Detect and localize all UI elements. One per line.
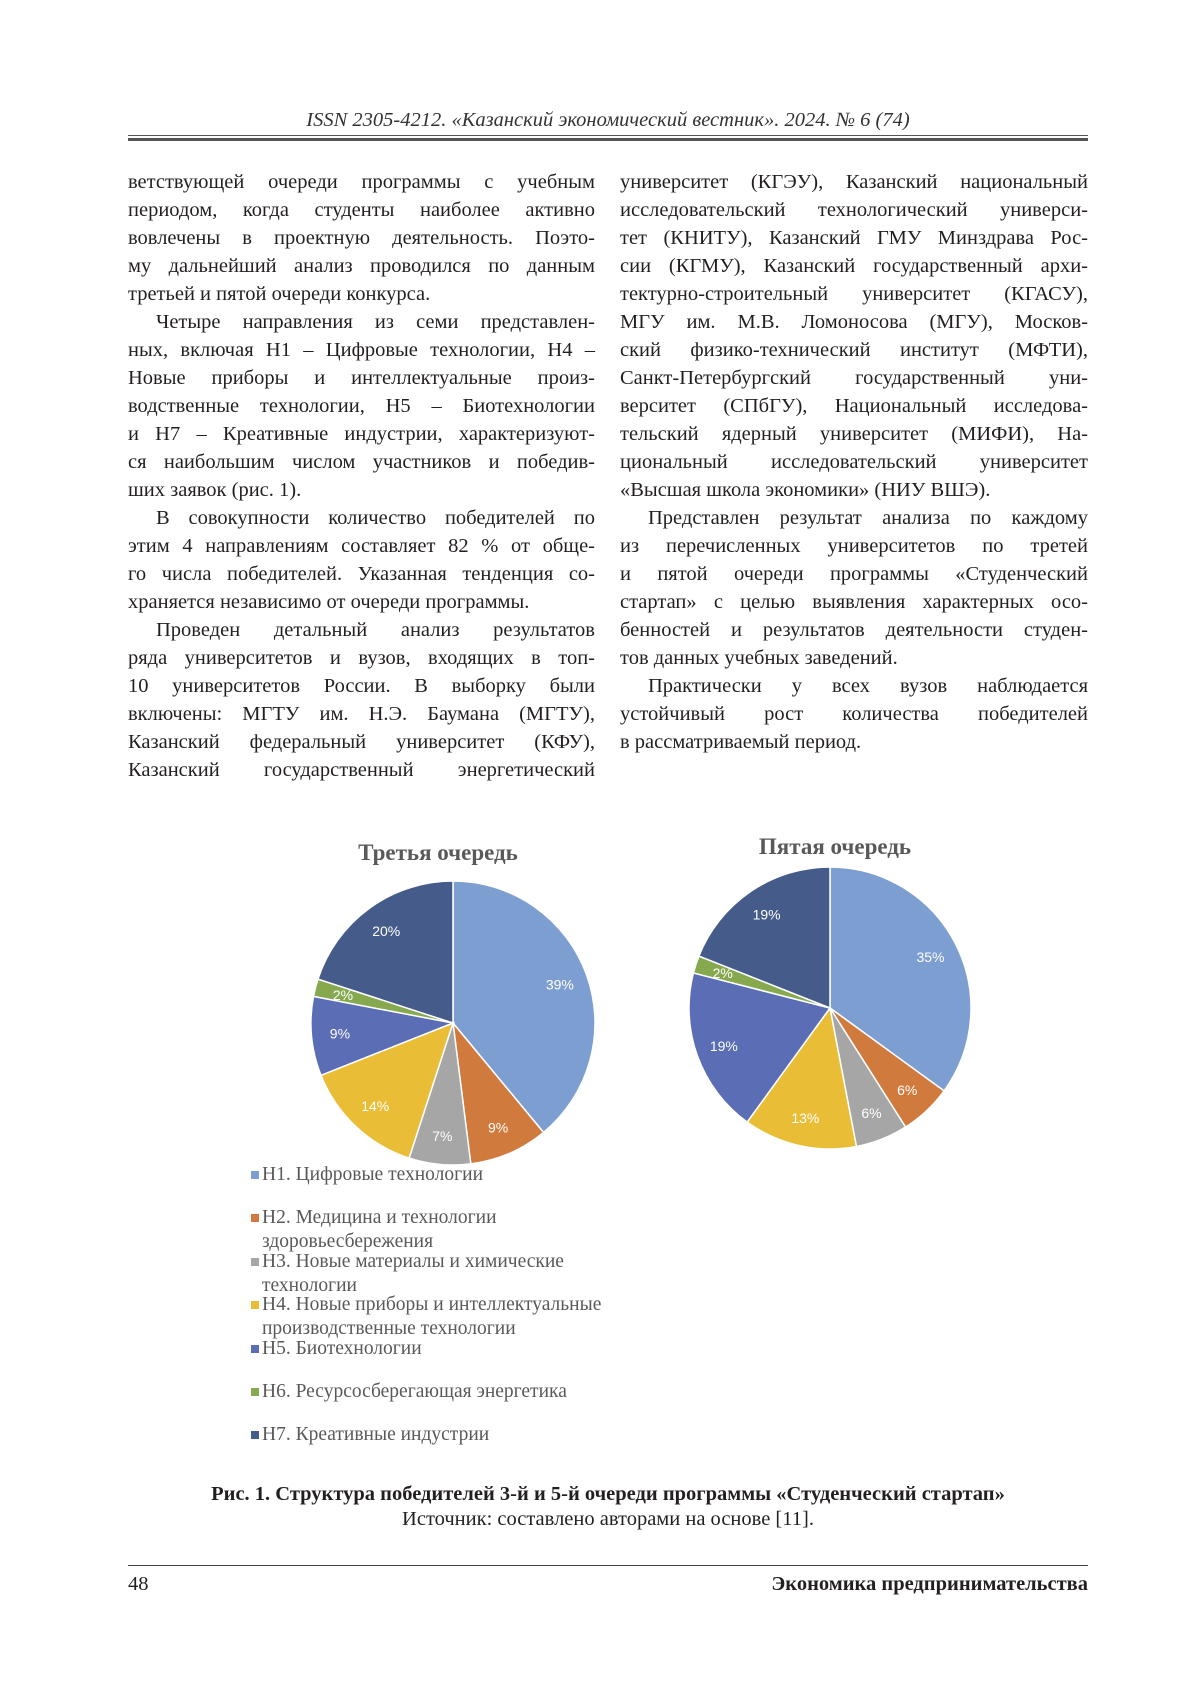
pie-data-label: 6% xyxy=(897,1082,918,1099)
figure-source: Источник: составлено авторами на основе [11]. xyxy=(402,1508,814,1530)
pie-data-label: 2% xyxy=(712,965,733,982)
text-line: сии (КГМУ), Казанский государственный архи- xyxy=(620,255,1088,277)
text-line: «Высшая школа экономики» (НИУ ВШЭ). xyxy=(620,479,991,501)
pie-data-label: 2% xyxy=(332,986,354,1003)
text-line: циональный исследовательский университет xyxy=(620,451,1088,473)
text-line: Санкт-Петербургский государственный уни- xyxy=(620,367,1088,389)
chart-title-third-round: Третья очередь xyxy=(358,840,518,865)
journal-section-title: Экономика предпринимательства xyxy=(771,1573,1088,1595)
text-line: бенностей и результатов деятельности студен- xyxy=(620,619,1088,641)
text-line: верситет (СПбГУ), Национальный исследова- xyxy=(620,395,1088,417)
left-text-column xyxy=(128,168,595,784)
text-line: МГУ им. М.В. Ломоносова (МГУ), Москов- xyxy=(620,311,1088,333)
right-text-column xyxy=(620,168,1088,756)
legend-label: Н5. Биотехнологии xyxy=(262,1337,422,1359)
pie-data-label: 39% xyxy=(545,976,574,993)
running-title: ISSN 2305-4212. «Казанский экономический вестник». 2024. № 6 (74) xyxy=(306,109,910,131)
text-line: вовлечены в проектную деятельность. Поэто- xyxy=(128,227,595,249)
text-line: устойчивый рост количества победителей xyxy=(620,703,1088,725)
pie-data-label: 9% xyxy=(488,1119,509,1136)
legend-marker xyxy=(251,1431,259,1439)
text-line: ский физико-технический институт (МФТИ), xyxy=(620,339,1088,361)
text-line: Казанский государственный энергетический xyxy=(128,759,595,781)
legend-label: Н7. Креативные индустрии xyxy=(262,1424,490,1446)
text-line: стартап» с целью выявления характерных осо- xyxy=(620,591,1088,613)
text-line: ся наибольшим числом участников и победив- xyxy=(128,451,595,473)
legend-marker xyxy=(251,1171,259,1179)
header-rule-thick xyxy=(128,138,1088,141)
text-line: исследовательский технологический универси- xyxy=(620,199,1088,221)
text-line: Практически у всех вузов наблюдается xyxy=(648,675,1088,697)
text-line: му дальнейший анализ проводился по данным xyxy=(128,255,595,277)
text-line: ных, включая Н1 – Цифровые технологии, Н4 – xyxy=(128,339,595,361)
text-line: храняется независимо от очереди программы. xyxy=(128,591,530,613)
text-line: 10 университетов России. В выборку были xyxy=(128,675,595,697)
text-line: тельский ядерный университет (МИФИ), На- xyxy=(620,423,1088,445)
text-line: периодом, когда студенты наиболее активно xyxy=(128,199,595,221)
pie-data-label: 7% xyxy=(432,1128,453,1145)
text-line: и пятой очереди программы «Студенческий xyxy=(620,563,1088,585)
text-line: тектурно-строительный университет (КГАСУ), xyxy=(620,283,1088,305)
text-line: В совокупности количество победителей по xyxy=(156,507,595,529)
text-line: тет (КНИТУ), Казанский ГМУ Минздрава Рос- xyxy=(620,227,1088,249)
pie-data-label: 14% xyxy=(361,1097,390,1114)
legend-marker xyxy=(251,1258,259,1266)
pie-data-label: 19% xyxy=(752,906,781,923)
text-line: Четыре направления из семи представлен- xyxy=(156,311,595,333)
text-line: ших заявок (рис. 1). xyxy=(128,479,302,501)
pie-data-label: 35% xyxy=(916,948,945,965)
figure-caption: Рис. 1. Структура победителей 3-й и 5-й очереди программы «Студенческий стартап» xyxy=(211,1483,1005,1505)
text-line: из перечисленных университетов по третей xyxy=(620,535,1088,557)
text-line: ряда университетов и вузов, входящих в топ- xyxy=(128,647,595,669)
text-line: этим 4 направлениям составляет 82 % от обще- xyxy=(128,535,595,557)
header-rule-thin xyxy=(128,135,1088,136)
text-line: Представлен результат анализа по каждому xyxy=(648,507,1088,529)
legend-label: Н6. Ресурсосберегающая энергетика xyxy=(262,1381,567,1402)
legend-marker xyxy=(251,1388,259,1396)
text-line: ветствующей очереди программы с учебным xyxy=(128,171,595,193)
page-number: 48 xyxy=(128,1573,149,1595)
chart-title-fifth-round: Пятая очередь xyxy=(758,834,912,859)
pie-chart-fifth-round xyxy=(670,848,990,1168)
text-line: Новые приборы и интеллектуальные произ- xyxy=(128,367,595,389)
legend-label: Н3. Новые материалы и химические технологии xyxy=(262,1250,564,1296)
legend-marker xyxy=(251,1301,259,1309)
legend-marker xyxy=(251,1345,259,1353)
pie-data-label: 6% xyxy=(861,1104,882,1121)
text-line: третьей и пятой очереди конкурса. xyxy=(128,283,431,305)
legend-label: Н4. Новые приборы и интеллектуальные производственные технологии xyxy=(262,1294,602,1340)
pie-data-label: 19% xyxy=(709,1038,738,1055)
legend-label: Н2. Медицина и технологии здоровьесбережения xyxy=(262,1207,497,1253)
text-line: включены: МГТУ им. Н.Э. Баумана (МГТУ), xyxy=(128,703,595,725)
text-line: Проведен детальный анализ результатов xyxy=(156,619,595,641)
pie-data-label: 13% xyxy=(791,1110,820,1127)
text-line: водственные технологии, Н5 – Биотехнологии xyxy=(128,395,595,417)
text-line: го числа победителей. Указанная тенденция со- xyxy=(128,563,595,585)
pie-data-label: 20% xyxy=(372,923,401,940)
text-line: и Н7 – Креативные индустрии, характеризуют- xyxy=(128,423,595,445)
pie-data-label: 9% xyxy=(329,1025,351,1042)
text-line: в рассматриваемый период. xyxy=(620,731,862,753)
footer-rule xyxy=(128,1565,1088,1566)
text-line: тов данных учебных заведений. xyxy=(620,647,898,669)
chart-legend xyxy=(251,1163,671,1463)
pie-chart-third-round xyxy=(293,863,613,1183)
legend-label: Н1. Цифровые технологии xyxy=(262,1164,484,1185)
text-line: университет (КГЭУ), Казанский национальный xyxy=(620,171,1088,193)
text-line: Казанский федеральный университет (КФУ), xyxy=(128,731,595,753)
legend-marker xyxy=(251,1214,259,1222)
